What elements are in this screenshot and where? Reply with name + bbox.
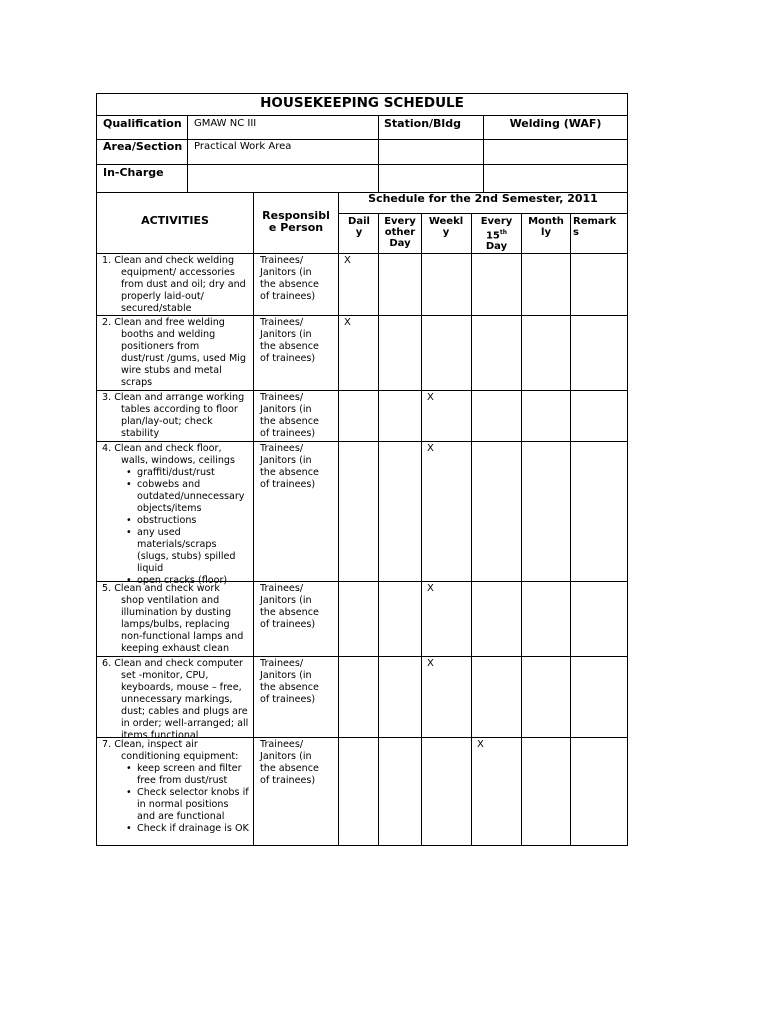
- every-other-day-header: [379, 216, 421, 249]
- schedule-mark: X: [344, 255, 351, 266]
- grid-line: [471, 213, 472, 845]
- responsible-cell: [260, 392, 340, 440]
- header-line: Remark: [573, 216, 617, 227]
- activity-text: 1. Clean and check welding: [102, 255, 235, 266]
- activity-text: 3. Clean and arrange working: [102, 392, 245, 403]
- activity-text: booths and welding: [121, 329, 216, 340]
- activity-text: dust/rust /gums, used Mig: [121, 353, 246, 364]
- grid-line: [97, 390, 627, 391]
- responsible-header-line: Responsibl: [262, 209, 330, 222]
- activity-text: properly laid-out/: [121, 291, 204, 302]
- monthly-header: [522, 216, 570, 238]
- grid-line: [521, 213, 522, 845]
- activity-text: keyboards, mouse – free,: [121, 682, 242, 693]
- responsible-text: Janitors (in: [260, 329, 312, 340]
- responsible-text: Janitors (in: [260, 455, 312, 466]
- activity-text: from dust and oil; dry and: [121, 279, 246, 290]
- responsible-header-line: e Person: [268, 221, 324, 234]
- activity-text: set -monitor, CPU,: [121, 670, 209, 681]
- responsible-text: the absence: [260, 467, 319, 478]
- activity-cell: [102, 658, 252, 742]
- activity-text: tables according to floor: [121, 404, 238, 415]
- activity-text: shop ventilation and: [121, 595, 220, 606]
- responsible-text: the absence: [260, 682, 319, 693]
- station-label: Station/Bldg: [384, 117, 461, 130]
- responsible-text: Trainees/: [260, 392, 304, 403]
- responsible-text: of trainees): [260, 479, 316, 490]
- schedule-mark: X: [427, 443, 434, 454]
- activity-text: equipment/ accessories: [121, 267, 235, 278]
- incharge-label: In-Charge: [103, 166, 164, 179]
- responsible-cell: [260, 317, 340, 365]
- schedule-mark: X: [477, 739, 484, 750]
- responsible-text: the absence: [260, 607, 319, 618]
- activity-cell: [102, 739, 252, 835]
- activity-text: walls, windows, ceilings: [121, 455, 235, 466]
- activity-cell: [102, 255, 252, 315]
- header-line: Day: [389, 238, 411, 249]
- schedule-mark: X: [344, 317, 351, 328]
- activity-text: keeping exhaust clean: [121, 643, 230, 654]
- station-value: Welding (WAF): [509, 117, 602, 130]
- responsible-text: Trainees/: [260, 583, 304, 594]
- grid-line: [97, 164, 627, 165]
- schedule-mark: X: [427, 658, 434, 669]
- activity-text: conditioning equipment:: [121, 751, 239, 762]
- activity-bullet: liquid: [137, 563, 164, 574]
- responsible-text: Janitors (in: [260, 595, 312, 606]
- grid-line: [187, 115, 188, 192]
- activity-text: 7. Clean, inspect air: [102, 739, 198, 750]
- activity-bullet: free from dust/rust: [137, 775, 228, 786]
- responsible-text: Trainees/: [260, 443, 304, 454]
- header-line: Every: [384, 216, 416, 227]
- activity-bullet: • Check if drainage is OK: [102, 823, 252, 835]
- qualification-value: GMAW NC III: [194, 118, 257, 129]
- grid-line: [378, 115, 379, 192]
- header-superscript: th: [499, 229, 508, 236]
- schedule-mark: X: [427, 392, 434, 403]
- activity-text: stability: [121, 428, 160, 439]
- activity-bullet: • graffiti/dust/rust: [102, 467, 252, 479]
- header-line: y: [355, 227, 363, 238]
- activity-text: positioners from: [121, 341, 200, 352]
- activity-bullet: in normal positions: [137, 799, 229, 810]
- activity-bullet: objects/items: [137, 503, 202, 514]
- responsible-text: of trainees): [260, 619, 316, 630]
- schedule-mark: X: [427, 583, 434, 594]
- responsible-text: the absence: [260, 341, 319, 352]
- header-line: Weekl: [428, 216, 464, 227]
- qualification-label: Qualification: [103, 117, 182, 130]
- responsible-text: of trainees): [260, 353, 316, 364]
- activity-bullet: (slugs, stubs) spilled: [137, 551, 236, 562]
- responsible-text: the absence: [260, 279, 319, 290]
- activity-text: in order; well-arranged; all: [121, 718, 249, 729]
- header-line: y: [442, 227, 450, 238]
- responsible-text: the absence: [260, 763, 319, 774]
- header-text: 15: [485, 230, 500, 242]
- activity-cell: [102, 392, 252, 440]
- responsible-text: Janitors (in: [260, 670, 312, 681]
- grid-line: [421, 213, 422, 845]
- grid-line: [97, 115, 627, 116]
- weekly-header: [422, 216, 470, 238]
- header-line: Day: [485, 241, 508, 253]
- header-line: [472, 227, 521, 241]
- activity-bullet: • obstructions: [102, 515, 252, 527]
- activity-bullet: • cobwebs and: [102, 479, 252, 491]
- grid-line: [378, 213, 379, 845]
- area-value: Practical Work Area: [194, 141, 292, 152]
- activity-bullet: outdated/unnecessary: [137, 491, 245, 502]
- responsible-text: of trainees): [260, 291, 316, 302]
- header-line: Month: [528, 216, 564, 227]
- activity-bullet: and are functional: [137, 811, 225, 822]
- responsible-text: Janitors (in: [260, 404, 312, 415]
- activity-text: plan/lay-out; check: [121, 416, 213, 427]
- activity-text: items functional: [121, 730, 199, 741]
- schedule-header: Schedule for the 2nd Semester, 2011: [368, 192, 598, 205]
- area-label: Area/Section: [103, 140, 183, 153]
- grid-line: [338, 213, 627, 214]
- grid-line: [570, 213, 571, 845]
- header-line: Every: [480, 216, 513, 227]
- responsible-text: of trainees): [260, 428, 316, 439]
- activity-text: secured/stable: [121, 303, 192, 314]
- activity-text: 2. Clean and free welding: [102, 317, 225, 328]
- header-line: other: [384, 227, 416, 238]
- grid-line: [97, 315, 627, 316]
- responsible-cell: [260, 739, 340, 787]
- activity-text: scraps: [121, 377, 153, 388]
- responsible-text: Janitors (in: [260, 267, 312, 278]
- activity-text: unnecessary markings,: [121, 694, 233, 705]
- activity-text: non-functional lamps and: [121, 631, 244, 642]
- activity-bullet: • keep screen and filter: [102, 763, 252, 775]
- responsible-text: Janitors (in: [260, 751, 312, 762]
- every-15th-day-header: [472, 216, 521, 252]
- responsible-text: Trainees/: [260, 658, 304, 669]
- activity-cell: [102, 317, 252, 389]
- responsible-text: Trainees/: [260, 317, 304, 328]
- activity-bullet: • any used: [102, 527, 252, 539]
- responsible-header: [254, 210, 338, 234]
- activity-text: 6. Clean and check computer: [102, 658, 243, 669]
- responsible-text: of trainees): [260, 775, 316, 786]
- responsible-text: Trainees/: [260, 739, 304, 750]
- header-line: Dail: [348, 216, 370, 227]
- responsible-text: of trainees): [260, 694, 316, 705]
- responsible-text: Trainees/: [260, 255, 304, 266]
- grid-line: [97, 441, 627, 442]
- activity-cell: [102, 583, 252, 655]
- page-title: HOUSEKEEPING SCHEDULE: [260, 95, 464, 111]
- activities-header: ACTIVITIES: [141, 214, 209, 227]
- activity-bullet: • open cracks (floor): [102, 575, 252, 587]
- responsible-cell: [260, 443, 340, 491]
- grid-line: [253, 192, 254, 845]
- responsible-text: the absence: [260, 416, 319, 427]
- responsible-cell: [260, 658, 340, 706]
- activity-text: wire stubs and metal: [121, 365, 222, 376]
- activity-cell: [102, 443, 252, 587]
- header-line: s: [573, 227, 579, 238]
- grid-line: [97, 656, 627, 657]
- activity-text: dust; cables and plugs are: [121, 706, 248, 717]
- activity-bullet: materials/scraps: [137, 539, 217, 550]
- responsible-cell: [260, 583, 340, 631]
- header-line: ly: [541, 227, 551, 238]
- daily-header: [340, 216, 378, 238]
- housekeeping-schedule-table: [96, 93, 628, 846]
- activity-text: lamps/bulbs, replacing: [121, 619, 230, 630]
- activity-text: 5. Clean and check work: [102, 583, 220, 594]
- remarks-header: [573, 216, 616, 238]
- activity-bullet: • Check selector knobs if: [102, 787, 252, 799]
- grid-line: [97, 253, 627, 254]
- activity-text: illumination by dusting: [121, 607, 232, 618]
- responsible-cell: [260, 255, 340, 303]
- activity-text: 4. Clean and check floor,: [102, 443, 222, 454]
